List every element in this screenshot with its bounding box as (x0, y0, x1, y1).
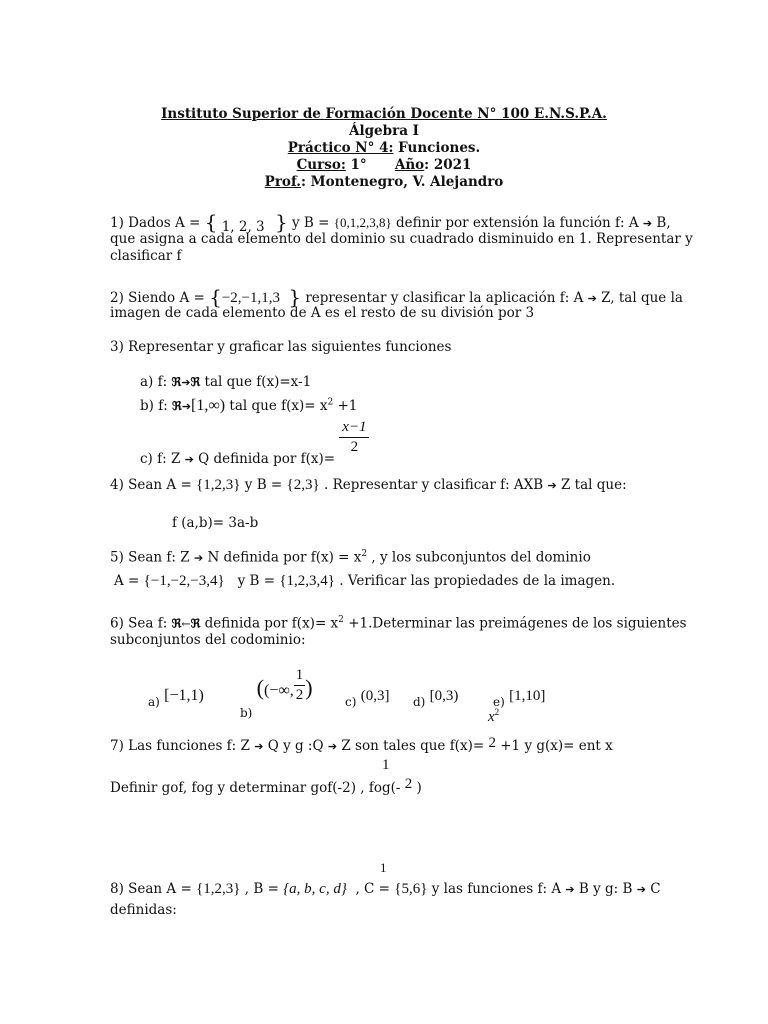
reals-icon: ℜ (172, 399, 182, 413)
reals-icon: ℜ (171, 375, 182, 389)
arrow-icon: ➔ (254, 740, 264, 753)
exercise-5-line1: 5) Sean f: Z ➔ N definida por $f(x) = x^2$ , y los subconjuntos del dominio (110, 549, 591, 566)
exercise-3-b: b) f: ℜ➔[1,∞) tal que $f(x)= x^2 +1$ (140, 397, 358, 414)
left-arrow-icon: ← (181, 617, 191, 631)
exercise-2-line2: imagen de cada elemento de A es el resto de su división por 3 (110, 305, 535, 321)
practico-name: Funciones. (393, 140, 481, 156)
brace-open: { (204, 210, 218, 234)
brace-open: { (209, 285, 222, 309)
arrow-icon: ➔ (181, 400, 192, 413)
exercise-6-item-e: e) [1,10] (493, 688, 546, 709)
exercise-7-half-num: 1 (382, 757, 390, 773)
curso-value: 1° (345, 157, 367, 173)
exercise-6-line1: 6) Sea f: ℜ←ℜ definida por $f(x)= x^2$ +1.Determinar las preimágenes de los siguientes (110, 615, 687, 632)
set-c: {5,6} (394, 881, 428, 897)
prof-label: Prof. (264, 174, 301, 190)
reals-icon: ℜ (171, 616, 182, 631)
subject-title: Álgebra I (349, 123, 419, 139)
practico-title (0, 140, 768, 157)
exercise-3-c: c) f: Z $_➔$ Q definida por f(x)= $\frac{x-1}{2}$ (140, 418, 369, 457)
arrow-icon: ➔ (642, 217, 653, 230)
curso-line (0, 157, 768, 174)
exercise-6-item-d: d) [0,3) (413, 688, 459, 709)
arrow-icon: ➔ (587, 292, 597, 305)
exercise-6-line2: subconjuntos del codominio: (110, 632, 306, 648)
reals-icon: ℜ (190, 616, 201, 631)
paren-open: ( (256, 674, 264, 700)
prof-value: : Montenegro, V. Alejandro (300, 174, 504, 190)
arrow-icon: ➔ (184, 452, 194, 466)
curso-label: Curso: (296, 157, 346, 173)
exercise-3-title: 3) Representar y graficar las siguientes funciones (110, 339, 452, 355)
exercise-1-line2: que asigna a cada elemento del dominio su cuadrado disminuido en 1. Representar y (110, 231, 693, 247)
exercise-2-line1: 2) Siendo A = {−2,−1,1,3 } representar y clasificar la aplicación f: A ➔ Z, tal que la (110, 285, 683, 309)
exercise-6-item-c: c) (0,3] (345, 688, 390, 709)
arrow-icon: ➔ (193, 551, 204, 565)
fraction: $\frac{x-1}{2}$ (339, 418, 369, 457)
exercise-1-line3: clasificar f (110, 248, 182, 264)
exercise-6-item-b: b) ((−∞, $\frac{1}{2}$ ) (240, 667, 313, 720)
prof-line (0, 174, 768, 191)
arrow-icon: ➔ (327, 740, 338, 753)
exercise-5-line2: A = {−1,−2,−3,4} y B = {1,2,3,4} . Verificar las propiedades de la imagen. (114, 573, 616, 589)
exercise-4-rule: f (a,b)= 3a-b (172, 515, 259, 531)
set-a: {−1,−2,−3,4} (143, 573, 225, 589)
exercise-4-line1: 4) Sean A = {1,2,3} y B = {2,3} . Representar y clasificar f: AXB ➔ Z tal que: (110, 477, 627, 493)
exercise-1-line1: 1) Dados A = { 1, 2, 3 } y B = {0,1,2,3,8} definir por extensión la función f: A ➔ B, (110, 210, 671, 235)
fraction-den: 2 (488, 735, 496, 751)
set-b: {a, b, c, d} (283, 881, 347, 897)
anio-label: Año (394, 157, 425, 173)
exercise-7-numerator: $x^2$ (488, 707, 500, 725)
fraction-den: 2 (404, 776, 413, 792)
brace-close: } (274, 210, 288, 234)
fraction: $\frac{1}{2}$ (295, 667, 304, 703)
set-b: {0,1,2,3,8} (333, 215, 392, 230)
set-a: 1, 2, 3 (221, 219, 265, 235)
set-b: {2,3} (286, 477, 320, 493)
brace-close: } (288, 285, 302, 309)
exercise-7-line2: Definir gof, fog y determinar gof(-2) , fog(- 2 ) (110, 776, 422, 796)
set-a: −2,−1,1,3 (221, 290, 281, 306)
set-b: {1,2,3,4} (279, 573, 335, 589)
set-a: {1,2,3} (196, 477, 241, 493)
exercise-8-line1: 8) Sean A = {1,2,3} , B = {a, b, c, d} , C = {5,6} y las funciones f: A ➔ B y g: B ➔ C (110, 881, 661, 897)
practico-label: Práctico N° 4: (287, 140, 394, 156)
arrow-icon: ➔ (547, 479, 557, 492)
arrow-icon: ➔ (565, 883, 575, 896)
interval: [1,∞) (191, 397, 226, 414)
exercise-7-line1: 7) Las funciones f: Z ➔ Q y g :Q ➔ Z son tales que f(x)= 2 +1 y g(x)= ent x (110, 735, 613, 754)
institute-title: Instituto Superior de Formación Docente N° 100 E.N.S.P.A. (161, 106, 607, 122)
exercise-8-stray-one: 1 (380, 860, 387, 875)
arrow-icon: ➔ (636, 883, 646, 896)
reals-icon: ℜ (190, 375, 201, 389)
set-a: {1,2,3} (196, 881, 241, 897)
arrow-icon: ➔ (181, 376, 191, 389)
exercise-6-item-a: a) [−1,1) (148, 687, 204, 709)
anio-value: : 2021 (424, 157, 472, 173)
exercise-3-a: a) f: ℜ➔ℜ tal que f(x)=x-1 (140, 374, 312, 390)
exercise-8-line2: definidas: (110, 902, 177, 918)
